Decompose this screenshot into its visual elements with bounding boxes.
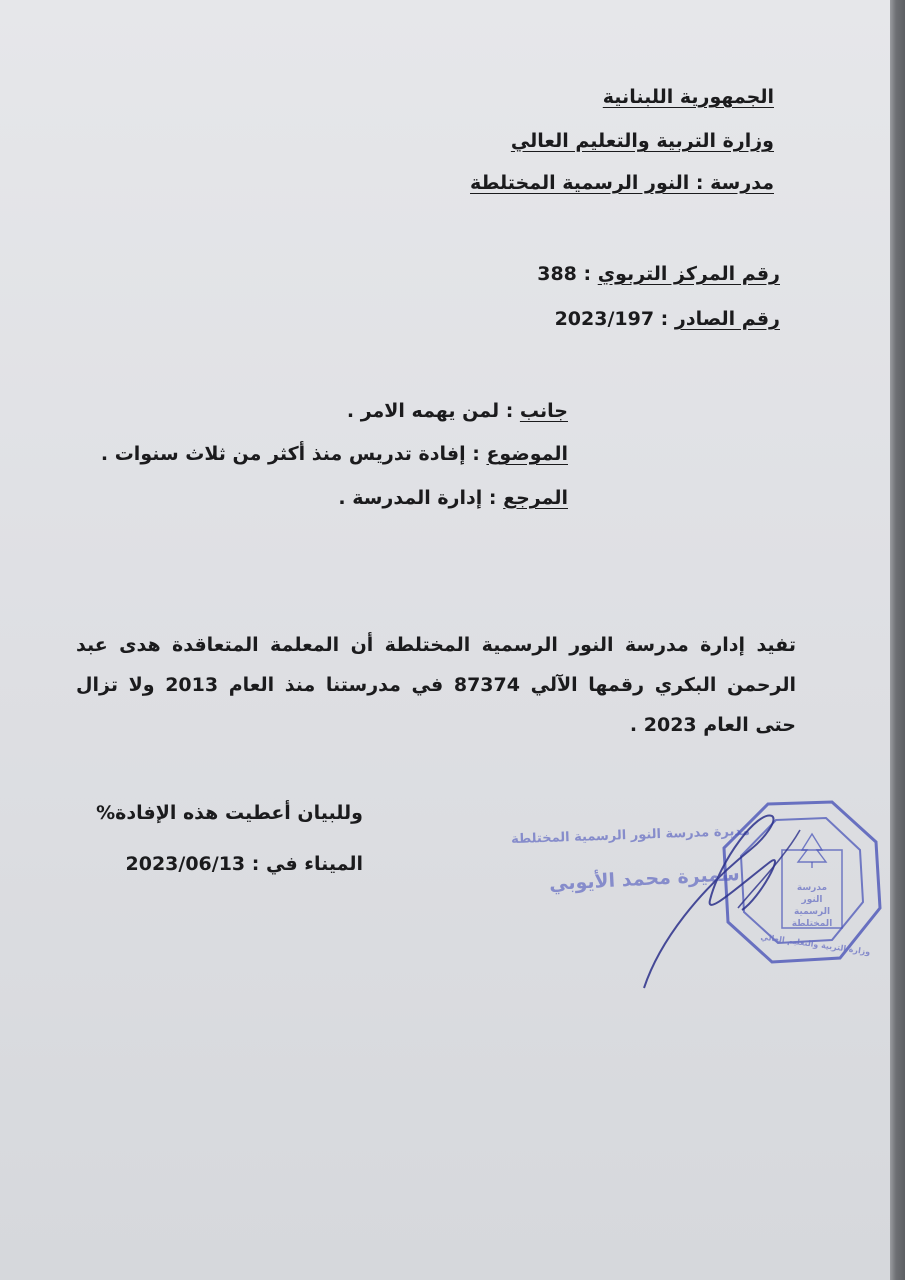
- page-edge-shadow: [890, 0, 905, 1280]
- closing-statement: وللبيان أعطيت هذه الإفادة%: [96, 802, 363, 824]
- issue-number-value: : 2023/197: [554, 308, 669, 330]
- republic-heading: الجمهورية اللبنانية: [602, 86, 774, 108]
- issue-number-label: رقم الصادر: [674, 308, 780, 330]
- issue-number-line: [555, 308, 780, 330]
- recipient-value: : لمن يهمه الامر .: [346, 400, 514, 422]
- center-number-label: رقم المركز التربوي: [597, 263, 780, 285]
- stamp-name-line: سميرة محمد الأيوبي: [548, 863, 741, 895]
- ministry-heading: وزارة التربية والتعليم العالي: [510, 130, 774, 152]
- seal-ring-text: وزارة التربية والتعليم العالي: [759, 932, 871, 957]
- reference-label: المرجع: [503, 487, 568, 509]
- place-and-date: الميناء في : 2023/06/13: [125, 853, 363, 875]
- recipient-label: جانب: [519, 400, 568, 422]
- subject-value: : إفادة تدريس منذ أكثر من ثلاث سنوات .: [100, 443, 480, 465]
- recipient-line: [347, 400, 568, 422]
- subject-line: [101, 443, 568, 465]
- official-stamp: [510, 790, 890, 990]
- center-number-line: [537, 263, 780, 285]
- stamp-school-line: مديرة مدرسة النور الرسمية المختلطة: [510, 823, 751, 848]
- center-number-value: : 388: [537, 263, 592, 285]
- reference-line: [338, 487, 568, 509]
- certificate-body: تفيد إدارة مدرسة النور الرسمية المختلطة أن المعلمة المتعاقدة هدى عبد الرحمن البكري رقمها الآلي 87374 في مدرستنا منذ العام 2013 ولا تزال حتى العام 2023 .: [76, 634, 797, 736]
- subject-label: الموضوع: [486, 443, 568, 465]
- school-heading: مدرسة : النور الرسمية المختلطة: [470, 172, 774, 194]
- reference-value: : إدارة المدرسة .: [338, 487, 497, 509]
- seal-center-text: مدرسة النور الرسمية المختلطة: [791, 883, 833, 929]
